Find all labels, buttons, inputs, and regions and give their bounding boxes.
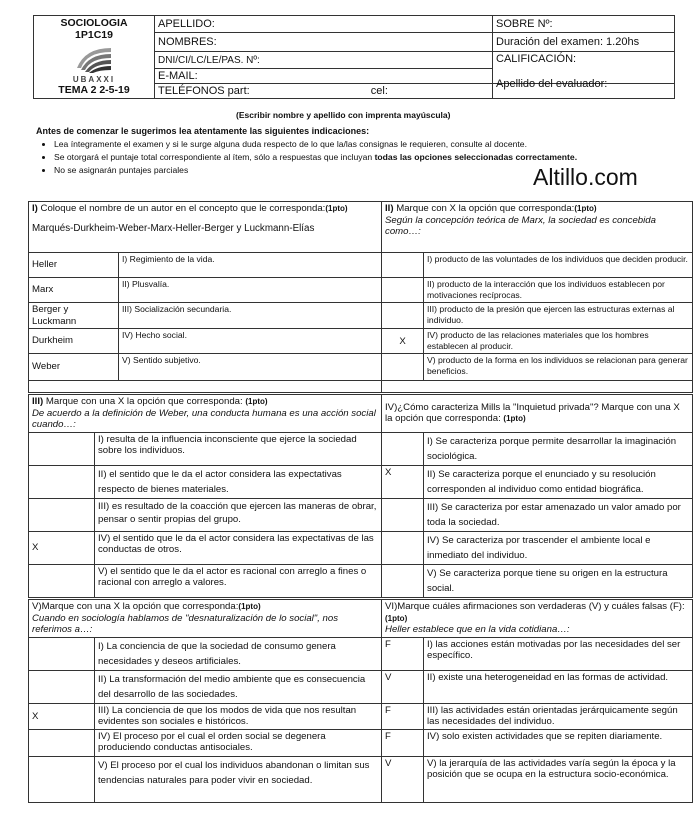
course-name: SOCIOLOGIA — [60, 17, 128, 29]
q4-mark-3[interactable] — [382, 498, 424, 531]
field-nombres[interactable]: NOMBRES: — [155, 33, 493, 52]
section-1 — [28, 201, 693, 393]
q2-title: Marque con X la opción que corresponda: — [393, 203, 575, 214]
q1-number: I) — [32, 203, 38, 214]
q3-subtitle: De acuerdo a la definición de Weber, una conducta humana es una acción social cuando…: — [32, 407, 376, 430]
q4-option-5: V) Se caracteriza porque tiene su origen en la estructura social. — [424, 564, 693, 597]
exam-topic: TEMA 2 2-5-19 — [58, 84, 130, 96]
field-email[interactable]: E-MAIL: — [155, 69, 493, 84]
header-table — [33, 15, 675, 99]
q5-mark-4[interactable] — [29, 729, 95, 756]
watermark-text: Altillo.com — [533, 164, 638, 190]
q3-option-4: IV) el sentido que le da el actor considera las expectativas de las conductas de otros. — [95, 531, 382, 564]
q4-option-3: III) Se caracteriza por estar amenazado un valor amado por toda la sociedad. — [424, 498, 693, 531]
q1-author-3[interactable]: Berger y Luckmann — [29, 303, 119, 329]
q3-mark-1[interactable] — [29, 432, 95, 465]
q4-mark-4[interactable] — [382, 531, 424, 564]
q2-option-4: IV) producto de las relaciones materiales que los hombres establecen al producir. — [424, 329, 693, 354]
q5-points: (1pto) — [238, 602, 261, 611]
field-calificacion[interactable]: CALIFICACIÓN: — [493, 52, 675, 84]
q3-mark-3[interactable] — [29, 498, 95, 531]
field-telefonos[interactable] — [155, 84, 493, 99]
q2-mark-4[interactable]: X — [382, 329, 424, 354]
q2-option-3: III) producto de la presión que ejercen las estructuras externas al individuo. — [424, 303, 693, 329]
q5-header — [29, 600, 382, 638]
q5-option-2: II) La transformación del medio ambiente que es consecuencia del desarrollo de las sociedades. — [95, 670, 382, 703]
q2-mark-1[interactable] — [382, 253, 424, 278]
q1-title: Coloque el nombre de un autor en el concepto que le corresponda: — [37, 203, 326, 214]
q6-points: (1pto) — [385, 613, 408, 623]
q5-option-4: IV) El proceso por el cual el orden social se degenera produciendo conductas antisociales. — [95, 729, 382, 756]
q4-option-1: I) Se caracteriza porque permite desarrollar la imaginación sociológica. — [424, 432, 693, 465]
q4-title: IV)¿Cómo caracteriza Mills la "Inquietud privada"? Marque con una X la opción que corresponda: — [385, 401, 680, 425]
name-note: (Escribir nombre y apellido con imprenta mayúscula) — [236, 110, 451, 120]
q1-spacer — [29, 381, 382, 393]
uba-logo-icon — [71, 44, 117, 74]
q1-concept-5: V) Sentido subjetivo. — [119, 354, 382, 381]
q2-points: (1pto) — [574, 204, 597, 213]
q3-points: (1pto) — [245, 397, 268, 406]
instruction-3: • No se asignarán puntajes parciales — [54, 164, 676, 177]
field-sobre[interactable]: SOBRE Nº: — [493, 16, 675, 33]
q4-option-2: II) Se caracteriza porque el enunciado y su resolución corresponden al individuo como entidad biográfica. — [424, 465, 693, 498]
section-2 — [28, 394, 693, 598]
instructions-heading: Antes de comenzar le sugerimos lea atentamente las siguientes indicaciones: — [36, 126, 370, 136]
q5-mark-3[interactable]: X — [29, 703, 95, 729]
q6-option-5: V) la jerarquía de las actividades varía según la época y la posición que se ocupa en la estructura socio-económica. — [424, 756, 693, 802]
q6-title: VI)Marque cuáles afirmaciones son verdaderas (V) y cuáles falsas (F): — [385, 601, 685, 612]
q6-option-4: IV) solo existen actividades que se repiten diariamente. — [424, 729, 693, 756]
course-block — [34, 16, 155, 99]
q6-option-1: I) las acciones están motivadas por las necesidades del ser específico. — [424, 637, 693, 670]
field-duracion: Duración del examen: 1.20hs — [493, 33, 675, 52]
q4-points: (1pto) — [503, 414, 526, 424]
q6-subtitle: Heller establece que en la vida cotidiana…: — [385, 624, 570, 635]
q3-option-5: V) el sentido que le da el actor es racional con arreglo a fines o racional con arreglo a valores. — [95, 564, 382, 597]
q3-mark-5[interactable] — [29, 564, 95, 597]
course-code: 1P1C19 — [75, 29, 113, 41]
q2-number: II) — [385, 203, 394, 214]
field-dni[interactable]: DNI/CI/LC/LE/PAS. Nº: — [155, 52, 493, 69]
university-logo-text: UBAXXI — [72, 75, 116, 84]
q2-option-2: II) producto de la interacción que los individuos establecen por motivaciones recíprocas. — [424, 278, 693, 303]
telefonos-label: TELÉFONOS part: — [158, 85, 250, 97]
q3-option-3: III) es resultado de la coacción que ejercen las maneras de obrar, pensar o sentir propias del grupo. — [95, 498, 382, 531]
q6-mark-5[interactable]: V — [382, 756, 424, 802]
q3-mark-4[interactable]: X — [29, 531, 95, 564]
q6-mark-2[interactable]: V — [382, 670, 424, 703]
q4-option-4: IV) Se caracteriza por trascender el ambiente local e inmediato del individuo. — [424, 531, 693, 564]
q1-author-5[interactable]: Weber — [29, 354, 119, 381]
q3-number: III) — [32, 396, 44, 407]
instruction-2-text: Se otorgará el puntaje total correspondiente al ítem, sólo a respuestas que incluyan — [54, 152, 375, 162]
q1-header — [29, 202, 382, 253]
q3-mark-2[interactable] — [29, 465, 95, 498]
field-evaluador[interactable]: Apellido del evaluador: — [493, 77, 675, 92]
q1-author-4[interactable]: Durkheim — [29, 329, 119, 354]
q4-mark-5[interactable] — [382, 564, 424, 597]
q2-subtitle: Según la concepción teórica de Marx, la sociedad es concebida como…: — [385, 214, 656, 237]
q2-mark-3[interactable] — [382, 303, 424, 329]
q2-mark-5[interactable] — [382, 354, 424, 381]
instruction-2 — [54, 151, 676, 164]
q4-mark-2[interactable]: X — [382, 465, 424, 498]
q5-option-3: III) La conciencia de que los modos de vida que nos resultan evidentes son sociales e históricos. — [95, 703, 382, 729]
q2-spacer — [382, 381, 693, 393]
field-apellido[interactable]: APELLIDO: — [155, 16, 493, 33]
q5-option-1: I) La conciencia de que la sociedad de consumo genera necesidades y deseos artificiales. — [95, 637, 382, 670]
q1-concept-1: I) Regimiento de la vida. — [119, 253, 382, 278]
q6-mark-3[interactable]: F — [382, 703, 424, 729]
q2-option-1: I) producto de las voluntades de los individuos que deciden producir. — [424, 253, 693, 278]
section-3 — [28, 599, 693, 803]
q3-header — [29, 395, 382, 433]
q2-mark-2[interactable] — [382, 278, 424, 303]
q5-mark-2[interactable] — [29, 670, 95, 703]
q5-title: V)Marque con una X la opción que corresponda: — [32, 601, 239, 612]
q4-mark-1[interactable] — [382, 432, 424, 465]
q1-concept-3: III) Socialización secundaria. — [119, 303, 382, 329]
q1-author-1[interactable]: Heller — [29, 253, 119, 278]
cel-label: cel: — [370, 85, 388, 97]
q5-mark-1[interactable] — [29, 637, 95, 670]
q4-header — [382, 395, 693, 433]
q6-mark-4[interactable]: F — [382, 729, 424, 756]
q6-header — [382, 600, 693, 638]
q3-title: Marque con una X la opción que corresponda: — [43, 396, 246, 407]
instruction-1: • Lea íntegramente el examen y si le surge alguna duda respecto de lo que la/las consignas le requieren, consulte al docente. — [54, 138, 676, 151]
q3-option-1: I) resulta de la influencia inconsciente que ejerce la sociedad sobre los individuos. — [95, 432, 382, 465]
q5-mark-5[interactable] — [29, 756, 95, 802]
q6-option-2: II) existe una heterogeneidad en las formas de actividad. — [424, 670, 693, 703]
q5-subtitle: Cuando en sociología hablamos de "desnaturalización de lo social", nos referimos a…: — [32, 612, 339, 635]
q2-option-5: V) producto de la forma en los individuos se relacionan para generar beneficios. — [424, 354, 693, 381]
q1-concept-2: II) Plusvalía. — [119, 278, 382, 303]
q1-author-2[interactable]: Marx — [29, 278, 119, 303]
q2-header — [382, 202, 693, 253]
q1-authors: Marqués-Durkheim-Weber-Marx-Heller-Berger y Luckmann-Elías — [32, 222, 315, 234]
q1-concept-4: IV) Hecho social. — [119, 329, 382, 354]
q1-points: (1pto) — [325, 204, 348, 213]
q3-option-2: II) el sentido que le da el actor considera las expectativas respecto de bienes materiales. — [95, 465, 382, 498]
instruction-2-bold: todas las opciones seleccionadas correctamente. — [374, 152, 578, 162]
q6-option-3: III) las actividades están orientadas jerárquicamente según las necesidades del individuo. — [424, 703, 693, 729]
q6-mark-1[interactable]: F — [382, 637, 424, 670]
q5-option-5: V) El proceso por el cual los individuos abandonan o limitan sus tendencias naturales para poder vivir en sociedad. — [95, 756, 382, 802]
